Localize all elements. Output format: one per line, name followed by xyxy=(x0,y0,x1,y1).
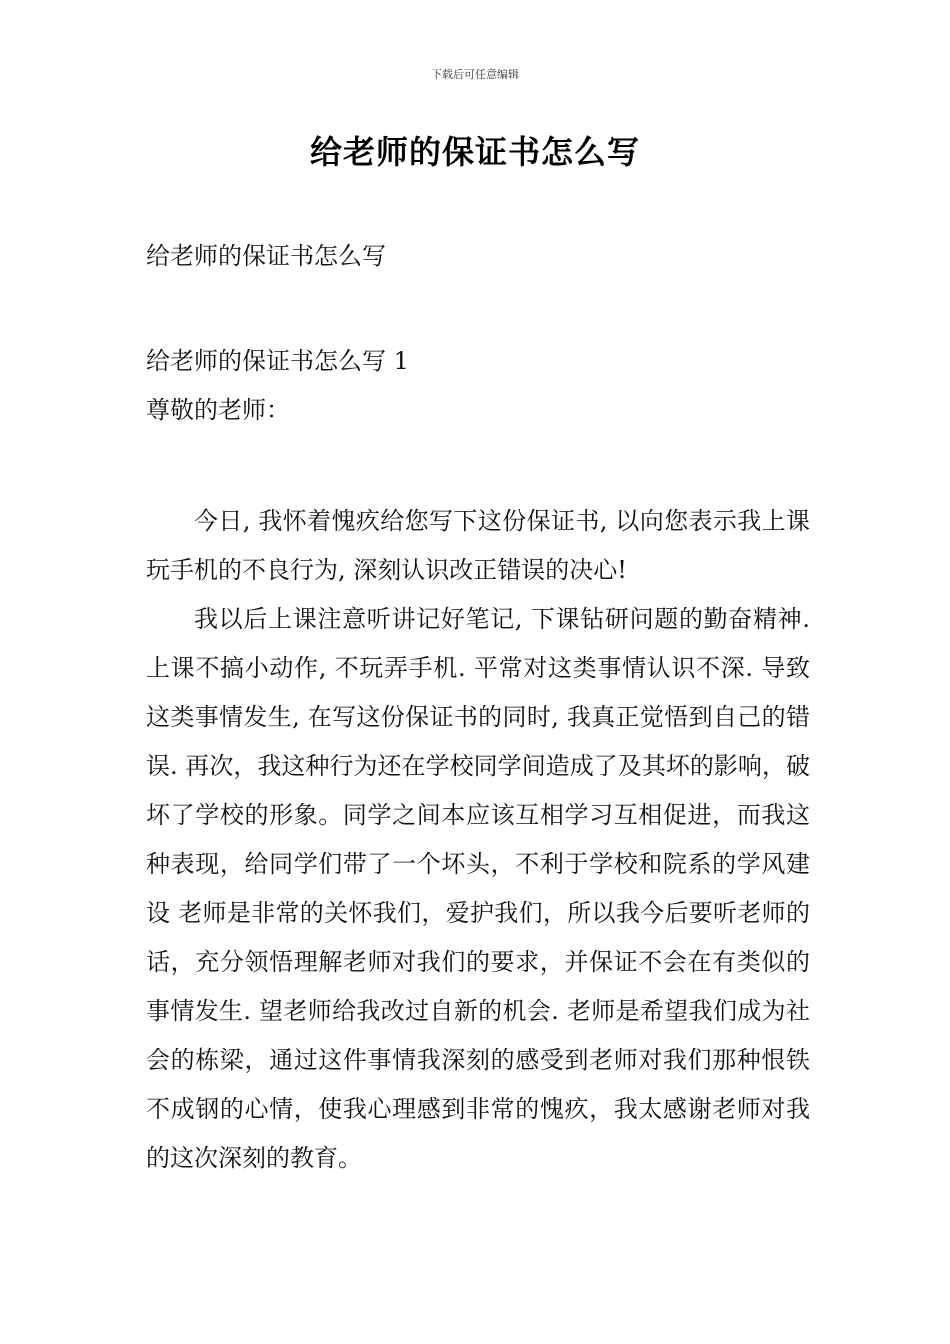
header-note: 下载后可任意编辑 xyxy=(431,68,519,81)
paragraph-1: 今日, 我怀着愧疚给您写下这份保证书, 以向您表示我上课玩手机的不良行为, 深刻认识改正错误的决心! xyxy=(146,507,810,584)
document-title: 给老师的保证书怎么写 xyxy=(309,133,640,171)
salutation: 尊敬的老师： xyxy=(146,396,290,424)
document-subtitle: 给老师的保证书怎么写 xyxy=(146,242,386,270)
section-heading: 给老师的保证书怎么写 1 xyxy=(146,347,409,375)
document-body xyxy=(146,232,810,1183)
paragraph-2: 我以后上课注意听讲记好笔记, 下课钻研问题的勤奋精神. 上课不搞小动作, 不玩弄手机. 平常对这类事情认识不深. 导致这类事情发生, 在写这份保证书的同时, 我真正觉悟到自己的错误. 再次，我这种行为还在学校同学间造成了及其坏的影响，破坏了学校的形象。同学之间本应该互相学习互相促进，而我这种表现，给同学们带了一个坏头，不利于学校和院系的学风建设 老师是非常的关怀我们，爱护我们，所以我今后要听老师的话，充分领悟理解老师对我们的要求，并保证不会在有类似的事情发生. 望老师给我改过自新的机会. 老师是希望我们成为社会的栋梁，通过这件事情我深刻的感受到老师对我们那种恨铁不成钢的心情，使我心理感到非常的愧疚，我太感谢老师对我的这次深刻的教育。 xyxy=(146,605,810,1172)
